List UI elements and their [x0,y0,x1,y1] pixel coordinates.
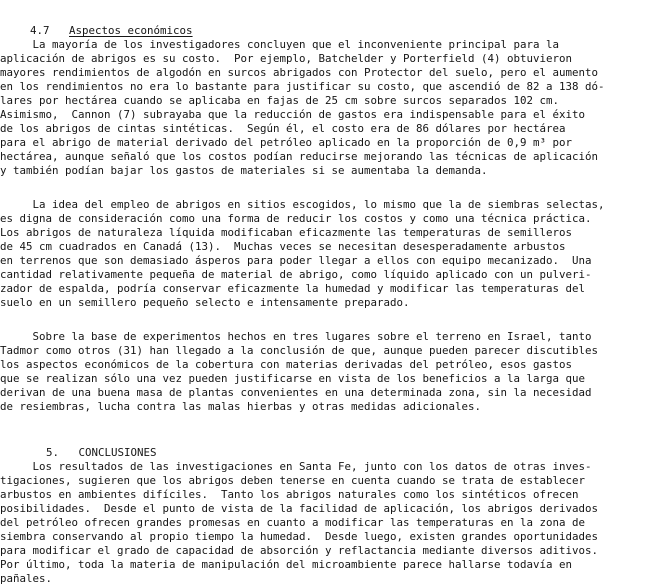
text-line: mayores rendimientos de algodón en surcos abrigados con Protector del suelo, pero el aumento [0,66,599,79]
text-line: Asimismo, Cannon (7) subrayaba que la reducción de gastos era indispensable para el éxito [0,108,586,121]
text-line: en terrenos que son demasiado ásperos para poder llegar a ellos con equipo mecanizado. Una [0,254,592,267]
section-title: CONCLUSIONES [78,446,157,459]
text-line: los aspectos económicos de la cobertura con materias derivadas del petróleo, esos gastos [0,358,573,371]
text-line: lares por hectárea cuando se aplicaba en fajas de 25 cm sobre surcos separados 102 cm. [0,94,560,107]
text-line: Los resultados de las investigaciones en Santa Fe, junto con los datos de otras inves- [0,460,592,473]
text-line: y también podían bajar los gastos de materiales si se aumentaba la demanda. [0,164,488,177]
text-line: del petróleo ofrecen grandes promesas en cuanto a modificar las temperaturas en la zona de [0,516,586,529]
text-line: que se realizan sólo una vez pueden justificarse en vista de los beneficios a la larga que [0,372,586,385]
text-line: tigaciones, sugieren que los abrigos deben tenerse en cuenta cuando se trata de establecer [0,474,586,487]
text-line: Sobre la base de experimentos hechos en tres lugares sobre el terreno en Israel, tanto [0,330,592,343]
text-line: Por último, toda la materia de manipulación del microambiente parece hallarse todavía en [0,558,573,571]
text-line: La idea del empleo de abrigos en sitios escogidos, lo mismo que la de siembras selectas, [0,198,605,211]
text-line: para el abrigo de material derivado del petróleo aplicado en la proporción de 0,9 m³ por [0,136,573,149]
text-line: cantidad relativamente pequeña de material de abrigo, como líquido aplicado con un pulveri- [0,268,592,281]
text-line: siembra conservando al propio tiempo la humedad. Desde luego, existen grandes oportunidades [0,530,599,543]
text-line: de 45 cm cuadrados en Canadá (13). Muchas veces se necesitan desesperadamente arbustos [0,240,566,253]
text-line: Los abrigos de naturaleza líquida modificaban eficazmente las temperaturas de semilleros [0,226,573,239]
text-line: de resiembras, lucha contra las malas hierbas y otras medidas adicionales. [0,400,482,413]
text-line: es digna de consideración como una forma de reducir los costos y como una técnica práctica. [0,212,592,225]
section-title: Aspectos económicos [69,24,193,37]
text-line: en los rendimientos no era lo bastante para justificar su costo, que ascendió de 82 a 138 dó- [0,80,605,93]
section-number: 4.7 [30,24,50,37]
text-line: aplicación de abrigos es su costo. Por ejemplo, Batchelder y Porterfield (4) obtuvieron [0,52,573,65]
text-line: Tadmor como otros (31) han llegado a la conclusión de que, aunque pueden parecer discutibles [0,344,599,357]
text-line: para modificar el grado de capacidad de absorción y reflactancia mediante diversos aditivos. [0,544,599,557]
text-line: La mayoría de los investigadores concluyen que el inconveniente principal para la [0,38,560,51]
text-line: zador de espalda, podría conservar eficazmente la humedad y modificar las temperaturas del [0,282,586,295]
text-line: suelo en un semillero pequeño selecto e intensamente preparado. [0,296,410,309]
text-line: arbustos en ambientes difíciles. Tanto los abrigos naturales como los sintéticos ofrecen [0,488,579,501]
section-number: 5. [46,446,60,459]
text-line: posibilidades. Desde el punto de vista de la facilidad de aplicación, los abrigos derivados [0,502,599,515]
text-line: derivan de una buena masa de plantas convenientes en una determinada zona, sin la necesidad [0,386,592,399]
text-line: hectárea, aunque señaló que los costos podían reducirse mejorando las técnicas de aplicación [0,150,599,163]
text-line: de los abrigos de cintas sintéticas. Según él, el costo era de 86 dólares por hectárea [0,122,566,135]
text-line: pañales. [0,572,53,585]
